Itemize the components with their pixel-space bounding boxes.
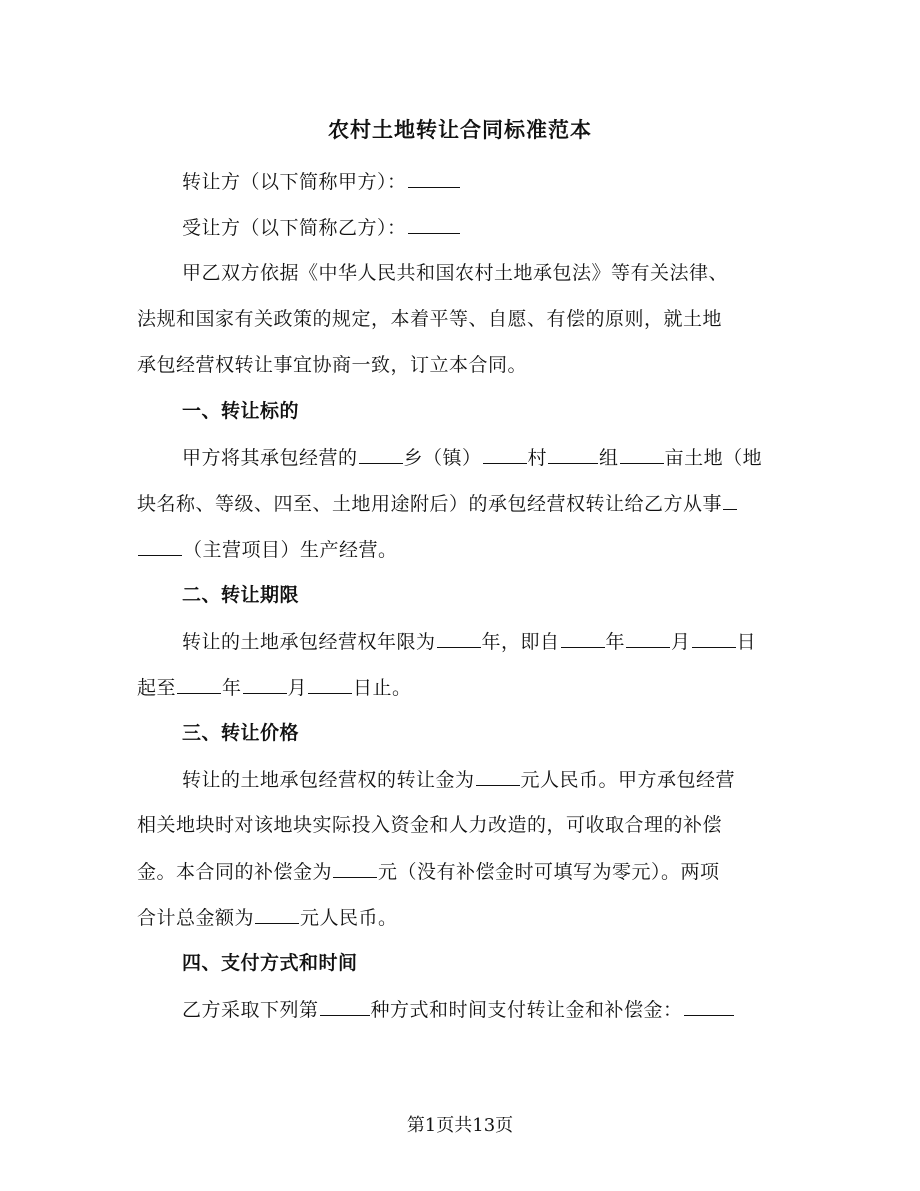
text: 组 <box>599 447 619 469</box>
blank-field <box>333 859 377 878</box>
s4-line-1 <box>182 997 735 1022</box>
intro-line-2: 法规和国家有关政策的规定，本着平等、自愿、有偿的原则，就土地 <box>137 308 723 330</box>
s1-line-1 <box>182 445 762 470</box>
s2-line-2 <box>137 675 412 700</box>
text: 亩土地（地 <box>664 447 763 469</box>
text: 年 <box>605 631 626 653</box>
blank-field <box>483 445 527 464</box>
text: 转让的土地承包经营权的转让金为 <box>182 769 475 791</box>
blank-field <box>408 215 460 234</box>
s3-line-1 <box>182 767 735 792</box>
blank-field <box>408 169 460 188</box>
blank-field <box>620 445 664 464</box>
text: 乡（镇） <box>403 447 482 469</box>
intro-line-3: 承包经营权转让事宜协商一致，订立本合同。 <box>137 354 528 376</box>
text: 块名称、等级、四至、土地用途附后）的承包经营权转让给乙方从事 <box>137 493 723 515</box>
text: 月 <box>287 677 308 699</box>
party-b-line <box>182 215 461 240</box>
text: 元人民币。 <box>300 907 398 929</box>
text: 起至 <box>137 677 177 699</box>
blank-field <box>723 491 737 510</box>
text: 乙方采取下列第 <box>182 999 319 1021</box>
text: （主营项目）生产经营。 <box>183 539 398 561</box>
blank-field <box>476 767 520 786</box>
blank-field <box>138 537 182 556</box>
blank-field <box>692 629 736 648</box>
section-heading-4: 四、支付方式和时间 <box>182 952 358 974</box>
blank-field <box>243 675 287 694</box>
blank-field <box>359 445 403 464</box>
blank-field <box>548 445 598 464</box>
s1-line-3 <box>137 537 398 562</box>
intro-line-1: 甲乙双方依据《中华人民共和国农村土地承包法》等有关法律、 <box>182 262 729 284</box>
party-a-label: 转让方（以下简称甲方）： <box>182 171 407 193</box>
party-a-line <box>182 169 461 194</box>
text: 元人民币。甲方承包经营 <box>520 769 736 791</box>
section-heading-2: 二、转让期限 <box>182 584 300 606</box>
text: 村 <box>527 447 548 469</box>
section-heading-1: 一、转让标的 <box>182 400 300 422</box>
document-title: 农村土地转让合同标准范本 <box>328 117 592 142</box>
s1-line-2 <box>137 491 738 516</box>
blank-field <box>320 997 370 1016</box>
party-b-label: 受让方（以下简称乙方）： <box>182 217 407 239</box>
text: 甲方将其承包经营的 <box>182 447 358 469</box>
text: 转让的土地承包经营权年限为 <box>182 631 436 653</box>
text: 日 <box>736 631 757 653</box>
text: 年 <box>222 677 242 699</box>
text: 金。本合同的补偿金为 <box>137 861 333 883</box>
s3-line-3 <box>137 859 720 884</box>
section-heading-3: 三、转让价格 <box>182 722 300 744</box>
text: 种方式和时间支付转让金和补偿金： <box>370 999 683 1021</box>
s3-line-4 <box>137 905 398 930</box>
blank-field <box>255 905 299 924</box>
blank-field <box>308 675 352 694</box>
s3-line-2: 相关地块时对该地块实际投入资金和人力改造的，可收取合理的补偿 <box>137 814 723 836</box>
text: 合计总金额为 <box>137 907 255 929</box>
text: 年，即自 <box>481 631 560 653</box>
blank-field <box>177 675 221 694</box>
text: 月 <box>671 631 691 653</box>
text: 日止。 <box>353 677 412 699</box>
page-number: 第1页共13页 <box>406 1115 514 1136</box>
blank-field <box>561 629 605 648</box>
s2-line-1 <box>182 629 756 654</box>
blank-field <box>626 629 670 648</box>
text: 元（没有补偿金时可填写为零元）。两项 <box>378 861 720 883</box>
blank-field <box>684 997 734 1016</box>
blank-field <box>437 629 481 648</box>
